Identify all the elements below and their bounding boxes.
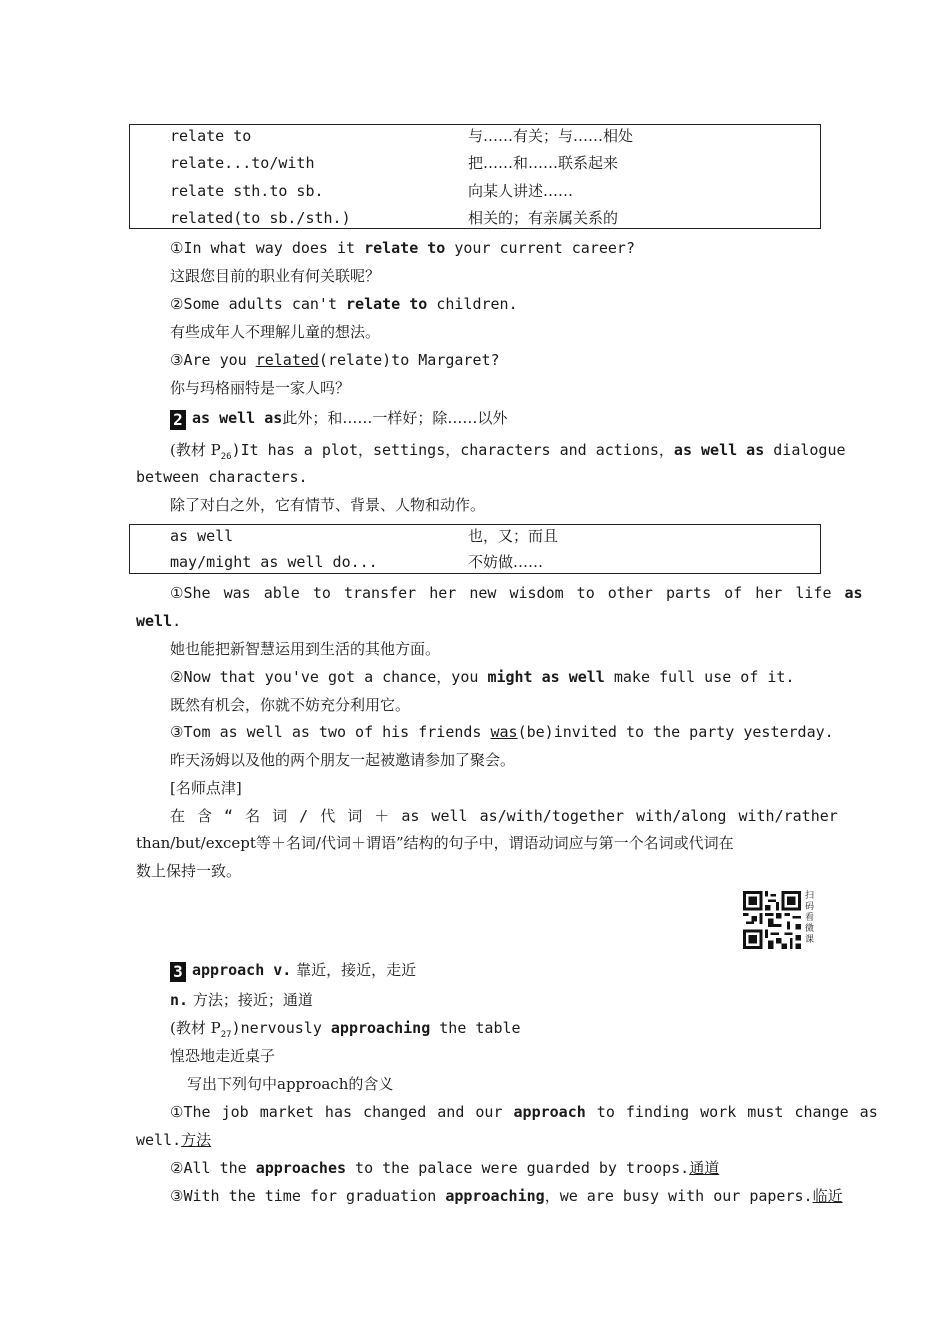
heading-term: as well as	[192, 409, 283, 427]
page-number: 27	[220, 1030, 232, 1040]
tip-title: [名师点津]	[170, 779, 242, 797]
qr-label: 扫码看微课	[805, 891, 815, 945]
answer: 方法	[181, 1131, 212, 1149]
table-row	[130, 123, 820, 150]
text: )nervously	[231, 1019, 331, 1037]
text: dialogue	[764, 441, 846, 459]
text: the table	[430, 1019, 521, 1037]
text: ②All the	[170, 1159, 256, 1177]
text: make full use of it.	[604, 668, 795, 686]
key-phrase: as well as	[673, 441, 765, 459]
text: ②Now that you've got a chance，you	[170, 668, 488, 686]
text: ③Are you	[170, 351, 256, 369]
phrase-table-as-well	[129, 524, 821, 574]
heading-term: approach v.	[192, 961, 292, 979]
example-sentence	[170, 664, 795, 691]
qr-code-icon[interactable]	[742, 891, 802, 949]
table-cell-en: relate sth.to sb.	[170, 182, 324, 200]
text: (教材 P	[170, 1019, 221, 1037]
table-cell-cn: 把……和……联系起来	[468, 154, 619, 172]
table-row	[130, 549, 820, 576]
example-translation: 昨天汤姆以及他的两个朋友一起被邀请参加了聚会。	[170, 751, 516, 769]
table-cell-cn: 不妨做……	[468, 553, 544, 571]
heading-meaning: 靠近，接近，走近	[291, 961, 417, 979]
noun-meaning	[170, 987, 313, 1014]
answer: related	[255, 351, 319, 369]
example-sentence	[170, 719, 834, 746]
text: 方法；接近；通道	[188, 991, 313, 1009]
section-number: 3	[170, 962, 186, 982]
key-phrase: might as well	[487, 668, 605, 686]
text: (relate)to Margaret?	[318, 351, 500, 369]
text: ①In what way does it	[170, 239, 365, 257]
key-phrase: relate to	[364, 239, 446, 257]
key-phrase: as	[844, 584, 863, 602]
key-phrase: approach	[513, 1103, 586, 1121]
text: (be)invited to the party yesterday.	[517, 723, 834, 741]
tip-text: 数上保持一致。	[136, 862, 242, 880]
key-phrase: well	[136, 612, 173, 630]
example-translation: 有些成年人不理解儿童的想法。	[170, 323, 381, 341]
text: ②Some adults can't	[170, 295, 347, 313]
answer: 临近	[812, 1187, 843, 1205]
text: to the palace were guarded by troops.	[346, 1159, 690, 1177]
key-phrase: relate to	[346, 295, 428, 313]
answer: was	[490, 723, 518, 741]
text: children.	[427, 295, 518, 313]
text: (教材 P	[170, 441, 221, 459]
example-sentence	[170, 580, 863, 607]
source-translation: 惶恐地走近桌子	[170, 1047, 276, 1065]
table-cell-en: related(to sb./sth.)	[170, 209, 351, 227]
table-cell-en: relate...to/with	[170, 154, 315, 172]
source-translation: 除了对白之外，它有情节、背景、人物和动作。	[170, 496, 486, 514]
textbook-source-cont: between characters.	[136, 468, 308, 486]
table-cell-cn: 向某人讲述……	[468, 182, 574, 200]
key-phrase: approaching	[330, 1019, 431, 1037]
table-cell-en: relate to	[170, 127, 252, 145]
tip-text: 在 含 “ 名 词 / 代 词 ＋ as well as/with/together with/along with/rather	[170, 807, 838, 825]
example-sentence-cont	[136, 608, 181, 635]
text: ，we are busy with our papers.	[544, 1187, 813, 1205]
page-number: 26	[220, 452, 232, 462]
example-translation: 她也能把新智慧运用到生活的其他方面。	[170, 640, 441, 658]
table-cell-cn: 相关的；有亲属关系的	[468, 209, 619, 227]
example-sentence	[170, 1183, 843, 1210]
section-heading	[170, 957, 416, 984]
table-cell-en: may/might as well do...	[170, 553, 378, 571]
example-sentence	[170, 347, 500, 374]
answer: 通道	[689, 1159, 720, 1177]
table-cell-cn: 与……有关；与……相处	[468, 127, 634, 145]
tip-text: than/but/except等＋名词/代词＋谓语”结构的句子中，谓语动词应与第一个名词或代词在	[136, 834, 734, 852]
key-phrase: approaches	[255, 1159, 347, 1177]
example-sentence-cont	[136, 1127, 211, 1154]
table-cell-en: as well	[170, 527, 234, 545]
part-of-speech: n.	[170, 991, 189, 1009]
table-row	[130, 178, 820, 205]
table-row	[130, 150, 820, 177]
text: ③With the time for graduation	[170, 1187, 446, 1205]
table-row	[130, 205, 820, 232]
text: .	[172, 612, 182, 630]
text: )It has a plot，settings，characters and actions，	[231, 441, 674, 459]
text: to finding work must change as	[585, 1103, 878, 1121]
section-number: 2	[170, 410, 186, 430]
table-cell-cn: 也，又；而且	[468, 527, 559, 545]
example-translation: 你与玛格丽特是一家人吗？	[170, 379, 351, 397]
table-row	[130, 523, 820, 550]
text: your current career?	[445, 239, 635, 257]
heading-meaning: 此外；和……一样好；除……以外	[282, 409, 508, 427]
task-instruction: 写出下列句中approach的含义	[187, 1075, 394, 1093]
example-sentence	[170, 235, 635, 262]
text: ①The job market has changed and our	[170, 1103, 514, 1121]
text: ①She was able to transfer her new wisdom to other parts of her life	[170, 584, 832, 602]
text: well.	[136, 1131, 182, 1149]
section-heading	[170, 405, 507, 432]
example-sentence	[170, 291, 518, 318]
text: ③Tom as well as two of his friends	[170, 723, 491, 741]
example-sentence	[170, 1099, 878, 1126]
example-sentence	[170, 1155, 719, 1182]
phrase-table-relate	[129, 124, 821, 229]
example-translation: 既然有机会，你就不妨充分利用它。	[170, 696, 411, 714]
example-translation: 这跟您目前的职业有何关联呢？	[170, 267, 381, 285]
key-phrase: approaching	[445, 1187, 545, 1205]
